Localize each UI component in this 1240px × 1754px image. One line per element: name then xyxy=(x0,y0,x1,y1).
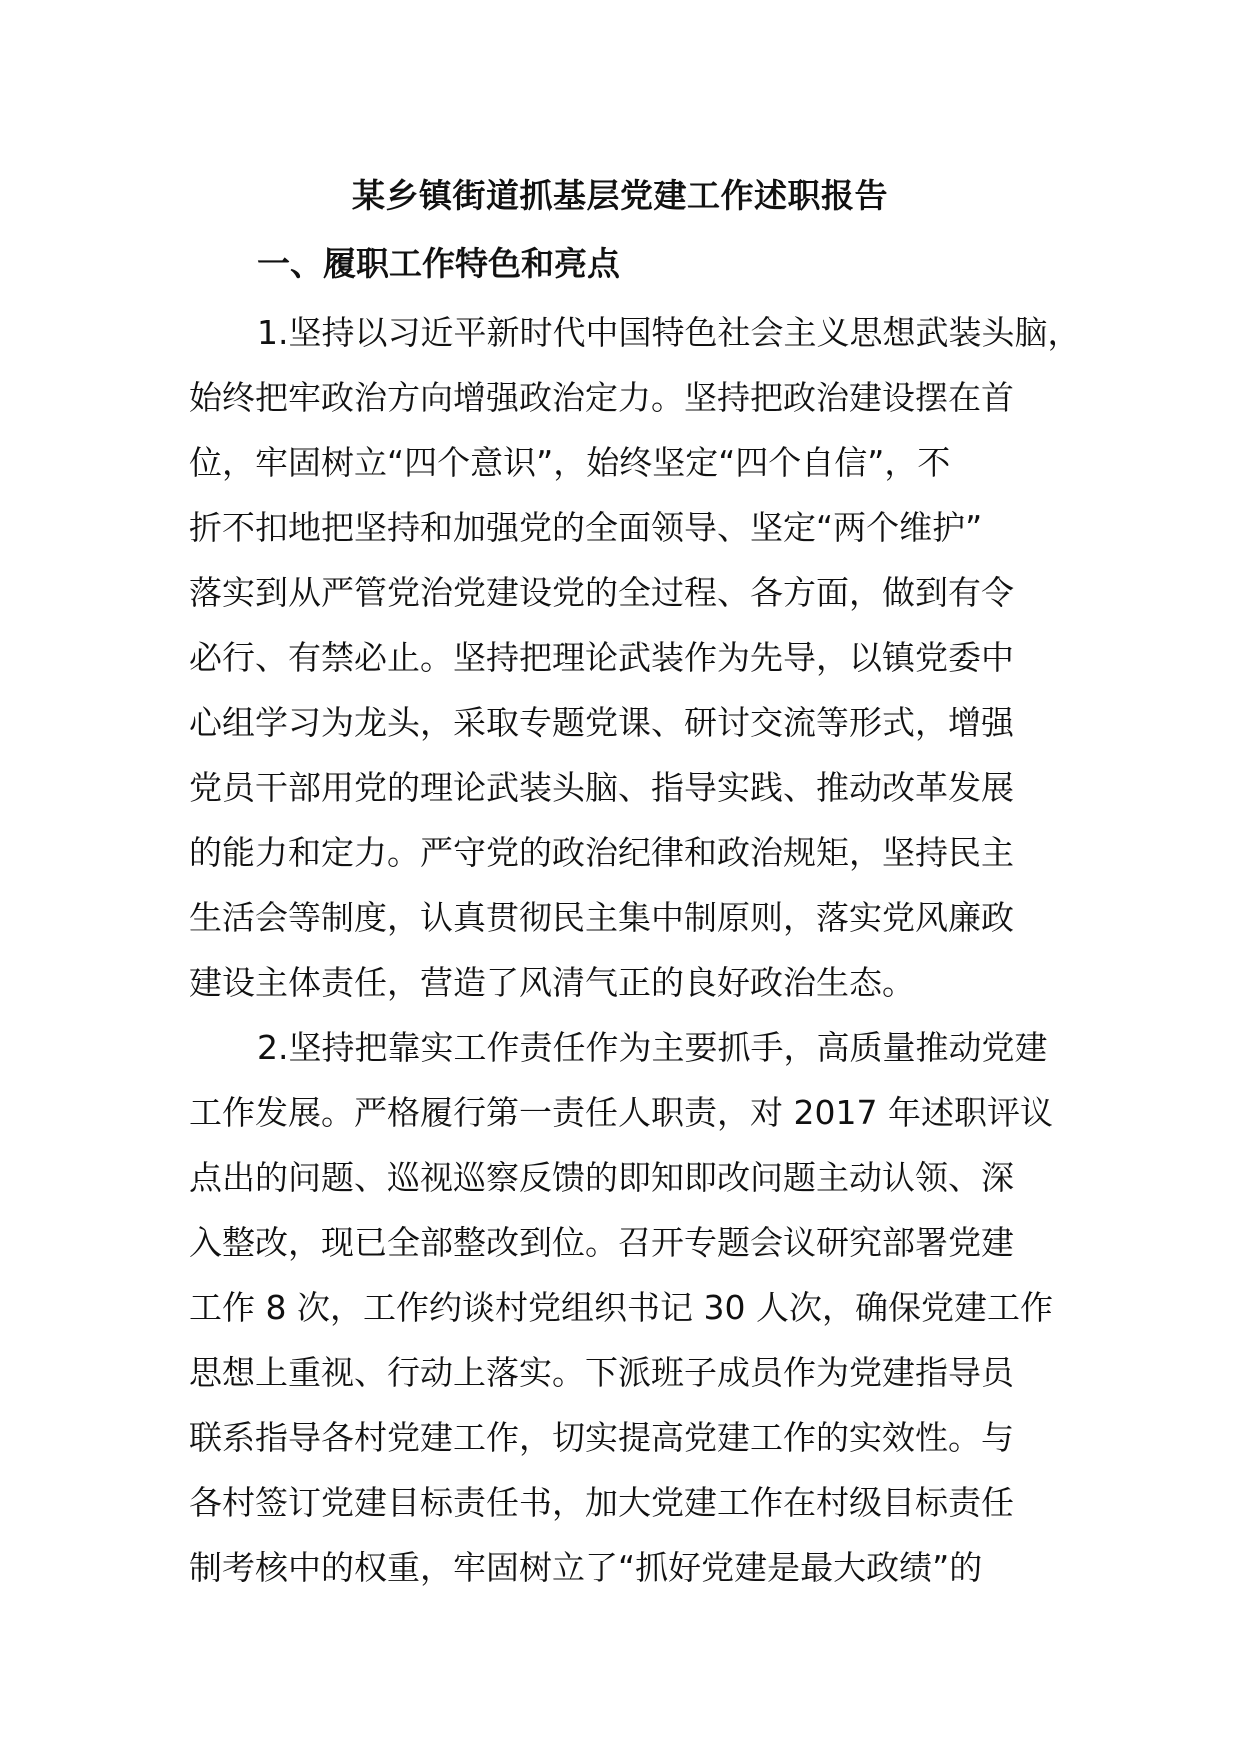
document-title: 某乡镇街道抓基层党建工作述职报告 xyxy=(352,176,888,215)
paragraph-line: 折不扣地把坚持和加强党的全面领导、坚定“两个维护” xyxy=(189,508,983,547)
section-heading: 一、履职工作特色和亮点 xyxy=(257,244,620,283)
paragraph-line: 落实到从严管党治党建设党的全过程、各方面，做到有令 xyxy=(189,573,1014,612)
paragraph-line: 工作 8 次，工作约谈村党组织书记 30 人次，确保党建工作 xyxy=(189,1288,1053,1327)
paragraph-line: 联系指导各村党建工作，切实提高党建工作的实效性。与 xyxy=(189,1418,1014,1457)
paragraph-line: 思想上重视、行动上落实。下派班子成员作为党建指导员 xyxy=(189,1353,1014,1392)
paragraph-line: 生活会等制度，认真贯彻民主集中制原则，落实党风廉政 xyxy=(189,898,1014,937)
paragraph-line: 心组学习为龙头，采取专题党课、研讨交流等形式，增强 xyxy=(189,703,1014,742)
paragraph-line: 党员干部用党的理论武装头脑、指导实践、推动改革发展 xyxy=(189,768,1014,807)
paragraph-line: 点出的问题、巡视巡察反馈的即知即改问题主动认领、深 xyxy=(189,1158,1014,1197)
paragraph-line: 制考核中的权重，牢固树立了“抓好党建是最大政绩”的 xyxy=(189,1548,983,1587)
paragraph-line: 各村签订党建目标责任书，加大党建工作在村级目标责任 xyxy=(189,1483,1014,1522)
paragraph-line: 始终把牢政治方向增强政治定力。坚持把政治建设摆在首 xyxy=(189,378,1014,417)
paragraph-line: 的能力和定力。严守党的政治纪律和政治规矩，坚持民主 xyxy=(189,833,1014,872)
paragraph-line: 建设主体责任，营造了风清气正的良好政治生态。 xyxy=(189,963,915,1002)
paragraph-line: 工作发展。严格履行第一责任人职责，对 2017 年述职评议 xyxy=(189,1093,1053,1132)
paragraph-first-line: 2.坚持把靠实工作责任作为主要抓手，高质量推动党建 xyxy=(257,1028,1048,1067)
body-text xyxy=(189,300,1089,1600)
paragraph-first-line: 1.坚持以习近平新时代中国特色社会主义思想武装头脑， xyxy=(257,313,1081,352)
paragraph-line: 必行、有禁必止。坚持把理论武装作为先导，以镇党委中 xyxy=(189,638,1014,677)
paragraph-line: 入整改，现已全部整改到位。召开专题会议研究部署党建 xyxy=(189,1223,1014,1262)
paragraph-line: 位，牢固树立“四个意识”，始终坚定“四个自信”，不 xyxy=(189,443,951,482)
